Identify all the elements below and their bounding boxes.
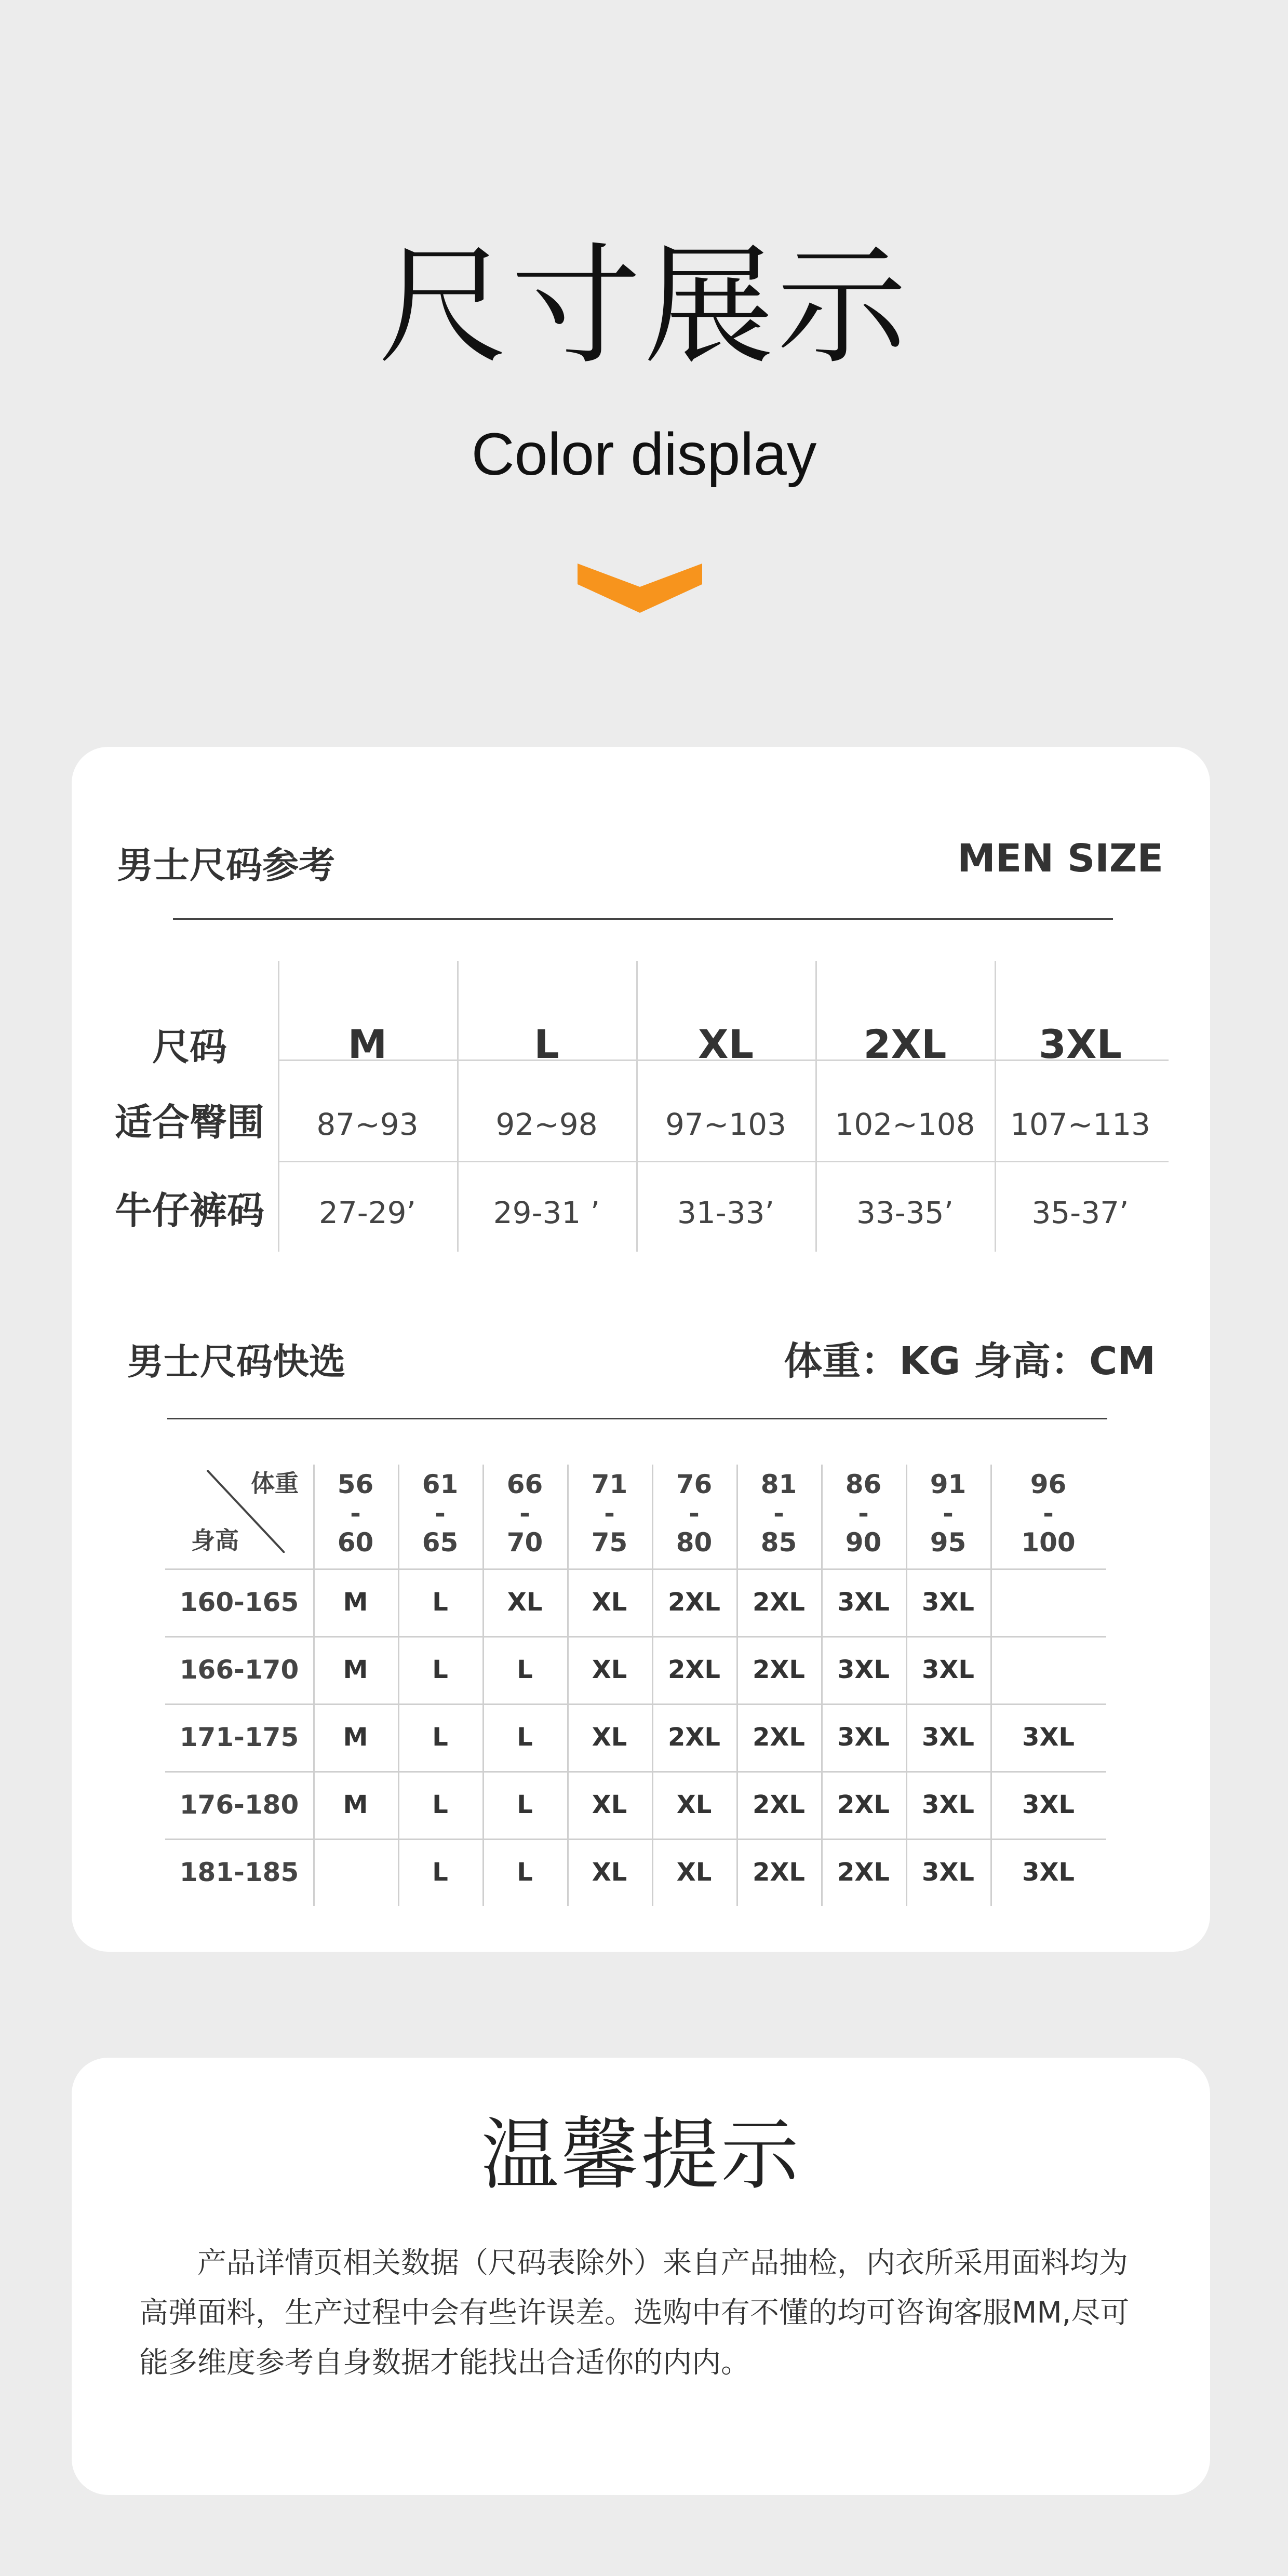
hip-value: 87~93 (316, 1107, 419, 1142)
height-label: 160-165 (179, 1587, 299, 1617)
size-cell: 2XL (753, 1790, 805, 1819)
size-cell: XL (676, 1858, 712, 1887)
tips-body: 产品详情页相关数据（尺码表除外）来自产品抽检，内衣所采用面料均为高弹面料，生产过程中会有些许误差。选购中有不懂的均可咨询客服MM,尽可能多维度参考自身数据才能找出合适你的内内。 (139, 2246, 1130, 2380)
weight-header (482, 1470, 567, 1557)
size-cell: L (517, 1655, 533, 1684)
size-header: M (347, 1021, 387, 1067)
size-cell (990, 1636, 1106, 1703)
size-cell: 2XL (668, 1588, 720, 1617)
size-header: XL (697, 1021, 754, 1067)
quick-select-table (165, 1465, 1121, 1901)
corner-height-label: 身高 (191, 1526, 239, 1554)
page-title: 尺寸展示 (378, 231, 910, 382)
size-cell: XL (676, 1790, 712, 1819)
jeans-value: 31-33’ (677, 1195, 774, 1230)
weight-header (821, 1470, 906, 1557)
size-cell: XL (592, 1723, 627, 1752)
size-cell (990, 1568, 1106, 1636)
corner-weight-label: 体重 (251, 1469, 299, 1497)
size-cell: M (343, 1655, 368, 1684)
size-header: 3XL (1039, 1021, 1122, 1067)
weight-header-part: 60 (337, 1527, 374, 1558)
size-cell: L (517, 1723, 533, 1752)
size-cell: M (343, 1790, 368, 1819)
weight-header-part: 61 (422, 1469, 459, 1499)
weight-header-part: 85 (760, 1527, 797, 1558)
weight-header (906, 1470, 990, 1557)
size-cell: 3XL (922, 1588, 974, 1617)
size-reference-table (101, 961, 1169, 1252)
size-cell: L (432, 1723, 448, 1752)
size-cell: XL (592, 1655, 627, 1684)
weight-header-part: 81 (760, 1469, 797, 1499)
weight-header-part: - (689, 1498, 700, 1528)
weight-header-part: - (435, 1498, 446, 1528)
weight-header-part: 90 (845, 1527, 882, 1558)
size-cell: 3XL (1022, 1858, 1075, 1887)
jeans-value: 33-35’ (856, 1195, 954, 1230)
weight-header-part: - (604, 1498, 615, 1528)
size-header: L (534, 1021, 559, 1067)
size-cell: XL (507, 1588, 543, 1617)
size-cell: 2XL (753, 1655, 805, 1684)
size-cell: 2XL (753, 1588, 805, 1617)
weight-header-part: - (858, 1498, 869, 1528)
hip-value: 92~98 (495, 1107, 598, 1142)
size-cell: XL (592, 1858, 627, 1887)
jeans-value: 35-37’ (1031, 1195, 1129, 1230)
height-label: 176-180 (179, 1790, 299, 1820)
weight-header-part: 80 (676, 1527, 713, 1558)
height-label: 166-170 (179, 1655, 299, 1685)
weight-header (990, 1470, 1106, 1557)
size-cell: L (517, 1790, 533, 1819)
weight-header (652, 1470, 736, 1557)
quick-select-units: 体重：KG 身高：CM (784, 1339, 1156, 1384)
weight-header-part: 86 (845, 1469, 882, 1499)
size-cell: 3XL (922, 1858, 974, 1887)
size-cell: M (343, 1588, 368, 1617)
weight-header (567, 1470, 652, 1557)
size-cell: L (432, 1858, 448, 1887)
size-cell: L (432, 1655, 448, 1684)
hip-value: 97~103 (665, 1107, 787, 1142)
hip-value: 102~108 (835, 1107, 975, 1142)
size-cell: XL (592, 1588, 627, 1617)
size-cell: M (343, 1723, 368, 1752)
divider (173, 918, 1113, 920)
weight-header (398, 1470, 482, 1557)
size-cell: 3XL (1022, 1723, 1075, 1752)
weight-header-part: 70 (506, 1527, 543, 1558)
jeans-value: 29-31 ’ (493, 1195, 600, 1230)
weight-header-part: - (519, 1498, 530, 1528)
weight-header-part: 56 (337, 1469, 374, 1499)
quick-select-title: 男士尺码快选 (127, 1340, 345, 1383)
height-label: 171-175 (179, 1722, 299, 1752)
page-subtitle: Color display (471, 421, 817, 488)
hip-value: 107~113 (1010, 1107, 1150, 1142)
weight-header-part: - (943, 1498, 954, 1528)
size-cell (313, 1839, 398, 1906)
size-cell: 2XL (668, 1723, 720, 1752)
weight-header-part: - (1043, 1498, 1054, 1528)
tips-title: 温馨提示 (480, 2110, 801, 2201)
weight-header-part: 95 (930, 1527, 967, 1558)
size-reference-title: 男士尺码参考 (117, 844, 335, 887)
size-cell: 3XL (837, 1588, 890, 1617)
weight-header-part: 76 (676, 1469, 713, 1499)
size-cell: L (432, 1790, 448, 1819)
size-cell: 2XL (668, 1655, 720, 1684)
size-header: 2XL (863, 1021, 947, 1067)
weight-header-part: 65 (422, 1527, 459, 1558)
size-cell: 3XL (922, 1790, 974, 1819)
row-label-hip: 适合臀围 (114, 1101, 264, 1144)
size-cell: 3XL (1022, 1790, 1075, 1819)
size-cell: L (517, 1858, 533, 1887)
weight-header-part: - (350, 1498, 361, 1528)
height-label: 181-185 (179, 1857, 299, 1887)
divider (167, 1418, 1107, 1419)
size-cell: 3XL (837, 1723, 890, 1752)
weight-header (313, 1470, 398, 1557)
row-label-jeans: 牛仔裤码 (114, 1189, 264, 1232)
weight-header-part: 96 (1030, 1469, 1067, 1499)
size-reference-title-right: MEN SIZE (957, 836, 1163, 881)
size-cell: 3XL (922, 1723, 974, 1752)
weight-header-part: 66 (506, 1469, 543, 1499)
jeans-value: 27-29’ (319, 1195, 416, 1230)
size-cell: 3XL (837, 1655, 890, 1684)
size-cell: 2XL (837, 1790, 890, 1819)
weight-header-part: - (773, 1498, 784, 1528)
weight-header (736, 1470, 821, 1557)
chevron-down-icon (578, 564, 702, 613)
row-label-size: 尺码 (152, 1025, 227, 1069)
weight-header-part: 71 (591, 1469, 628, 1499)
weight-header-part: 75 (591, 1527, 628, 1558)
size-cell: 2XL (753, 1723, 805, 1752)
weight-header-part: 91 (930, 1469, 967, 1499)
size-cell: 3XL (922, 1655, 974, 1684)
size-cell: L (432, 1588, 448, 1617)
size-cell: XL (592, 1790, 627, 1819)
size-cell: 2XL (837, 1858, 890, 1887)
size-cell: 2XL (753, 1858, 805, 1887)
weight-header-part: 100 (1021, 1527, 1076, 1558)
